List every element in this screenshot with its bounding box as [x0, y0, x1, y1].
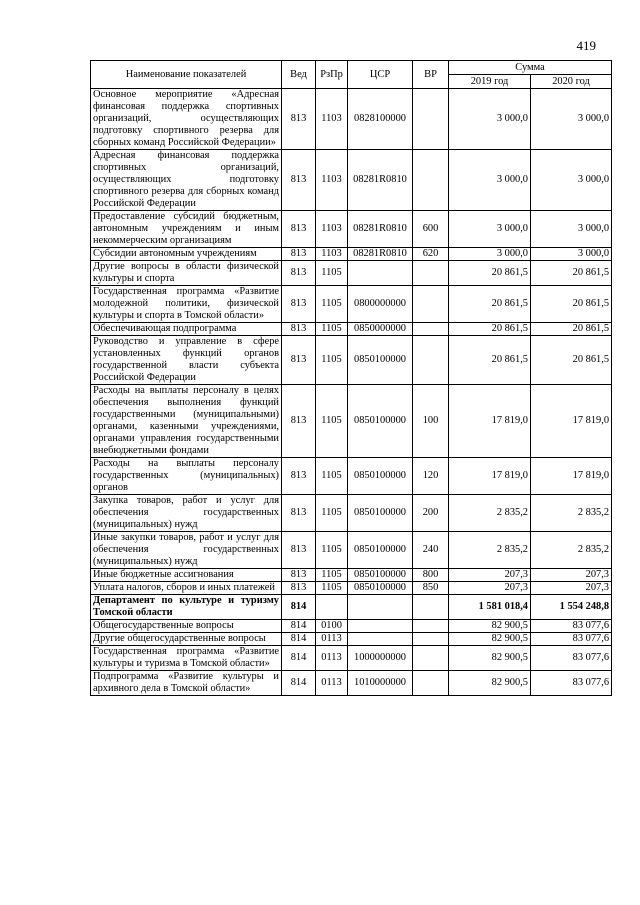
cell-rzpr: 0113: [316, 671, 348, 696]
cell-rzpr: 1105: [316, 582, 348, 595]
cell-csr: 0828100000: [348, 89, 413, 150]
table-row: [91, 458, 612, 495]
cell-rzpr: 1103: [316, 211, 348, 248]
cell-ved: 814: [282, 633, 316, 646]
cell-name: Другие общегосударственные вопросы: [91, 633, 282, 646]
cell-ved: 814: [282, 646, 316, 671]
table-row: [91, 532, 612, 569]
cell-csr: 0800000000: [348, 286, 413, 323]
cell-2020: 207,3: [531, 569, 612, 582]
cell-vr: 240: [413, 532, 449, 569]
cell-vr: [413, 646, 449, 671]
cell-vr: [413, 633, 449, 646]
cell-2020: 83 077,6: [531, 633, 612, 646]
cell-name: Общегосударственные вопросы: [91, 620, 282, 633]
cell-2020: 17 819,0: [531, 458, 612, 495]
header-name: Наименование показателей: [91, 61, 282, 89]
cell-name: Основное мероприятие «Адресная финансовая поддержка спортивных организаций, осуществляющих подготовку спортивного резерва для сборных команд Российской Федерации»: [91, 89, 282, 150]
table-row: [91, 248, 612, 261]
cell-name: Расходы на выплаты персоналу государственных (муниципальных) органов: [91, 458, 282, 495]
cell-rzpr: 1105: [316, 323, 348, 336]
cell-ved: 813: [282, 458, 316, 495]
cell-csr: [348, 261, 413, 286]
cell-rzpr: 1105: [316, 458, 348, 495]
table-row: [91, 582, 612, 595]
cell-rzpr: 0113: [316, 633, 348, 646]
table-row: [91, 211, 612, 248]
cell-ved: 813: [282, 495, 316, 532]
cell-csr: 08281R0810: [348, 248, 413, 261]
cell-ved: 814: [282, 671, 316, 696]
cell-2019: 20 861,5: [449, 336, 531, 385]
cell-2020: 20 861,5: [531, 261, 612, 286]
cell-name: Государственная программа «Развитие культуры и туризма в Томской области»: [91, 646, 282, 671]
header-sum: Сумма: [449, 61, 612, 75]
cell-name: Департамент по культуре и туризму Томской области: [91, 595, 282, 620]
header-vr: ВР: [413, 61, 449, 89]
cell-csr: 0850100000: [348, 532, 413, 569]
cell-2019: 3 000,0: [449, 211, 531, 248]
cell-ved: 813: [282, 336, 316, 385]
cell-vr: 620: [413, 248, 449, 261]
cell-2020: 3 000,0: [531, 150, 612, 211]
cell-2020: 83 077,6: [531, 620, 612, 633]
cell-vr: [413, 595, 449, 620]
cell-name: Обеспечивающая подпрограмма: [91, 323, 282, 336]
cell-rzpr: 1105: [316, 532, 348, 569]
cell-vr: [413, 323, 449, 336]
cell-2020: 1 554 248,8: [531, 595, 612, 620]
cell-rzpr: 1105: [316, 569, 348, 582]
table-row: [91, 569, 612, 582]
cell-csr: [348, 633, 413, 646]
cell-2019: 82 900,5: [449, 671, 531, 696]
cell-rzpr: 0113: [316, 646, 348, 671]
cell-csr: 0850100000: [348, 458, 413, 495]
cell-rzpr: 0100: [316, 620, 348, 633]
cell-csr: 1010000000: [348, 671, 413, 696]
cell-vr: [413, 671, 449, 696]
table-row: [91, 633, 612, 646]
cell-2019: 207,3: [449, 582, 531, 595]
cell-ved: 813: [282, 150, 316, 211]
cell-rzpr: 1103: [316, 248, 348, 261]
cell-name: Иные закупки товаров, работ и услуг для обеспечения государственных (муниципальных) нужд: [91, 532, 282, 569]
cell-2019: 17 819,0: [449, 458, 531, 495]
cell-name: Иные бюджетные ассигнования: [91, 569, 282, 582]
cell-2019: 3 000,0: [449, 89, 531, 150]
cell-ved: 813: [282, 323, 316, 336]
cell-ved: 813: [282, 385, 316, 458]
cell-ved: 813: [282, 569, 316, 582]
cell-2020: 20 861,5: [531, 336, 612, 385]
cell-rzpr: 1105: [316, 286, 348, 323]
cell-2019: 3 000,0: [449, 150, 531, 211]
cell-name: Другие вопросы в области физической культуры и спорта: [91, 261, 282, 286]
cell-name: Подпрограмма «Развитие культуры и архивного дела в Томской области»: [91, 671, 282, 696]
cell-vr: [413, 261, 449, 286]
cell-rzpr: 1103: [316, 89, 348, 150]
table-row: [91, 385, 612, 458]
cell-csr: 0850100000: [348, 336, 413, 385]
cell-2020: 20 861,5: [531, 323, 612, 336]
cell-vr: 120: [413, 458, 449, 495]
header-2019: 2019 год: [449, 75, 531, 89]
table-row: [91, 595, 612, 620]
cell-ved: 813: [282, 286, 316, 323]
cell-vr: [413, 620, 449, 633]
cell-vr: [413, 286, 449, 323]
cell-2019: 207,3: [449, 569, 531, 582]
cell-2020: 20 861,5: [531, 286, 612, 323]
cell-vr: 600: [413, 211, 449, 248]
cell-2020: 3 000,0: [531, 248, 612, 261]
cell-2020: 2 835,2: [531, 495, 612, 532]
cell-csr: 0850100000: [348, 385, 413, 458]
cell-2019: 82 900,5: [449, 646, 531, 671]
cell-rzpr: 1105: [316, 261, 348, 286]
cell-2019: 20 861,5: [449, 286, 531, 323]
cell-2019: 82 900,5: [449, 633, 531, 646]
cell-name: Руководство и управление в сфере установленных функций органов государственной власти субъекта Российской Федерации: [91, 336, 282, 385]
budget-table: [90, 60, 612, 696]
header-csr: ЦСР: [348, 61, 413, 89]
cell-vr: 800: [413, 569, 449, 582]
cell-2019: 20 861,5: [449, 261, 531, 286]
table-row: [91, 89, 612, 150]
table-header: [91, 61, 612, 89]
table-row: [91, 286, 612, 323]
header-2020: 2020 год: [531, 75, 612, 89]
cell-csr: 0850000000: [348, 323, 413, 336]
table-row: [91, 646, 612, 671]
cell-2019: 3 000,0: [449, 248, 531, 261]
table-row: [91, 323, 612, 336]
cell-2019: 17 819,0: [449, 385, 531, 458]
table-row: [91, 261, 612, 286]
cell-name: Уплата налогов, сборов и иных платежей: [91, 582, 282, 595]
cell-ved: 814: [282, 595, 316, 620]
cell-ved: 814: [282, 620, 316, 633]
cell-2020: 17 819,0: [531, 385, 612, 458]
cell-vr: [413, 89, 449, 150]
cell-2020: 207,3: [531, 582, 612, 595]
cell-csr: 0850100000: [348, 569, 413, 582]
cell-2020: 2 835,2: [531, 532, 612, 569]
cell-csr: 08281R0810: [348, 211, 413, 248]
cell-name: Адресная финансовая поддержка спортивных организаций, осуществляющих подготовку спортивного резерва для сборных команд Российской Федерации: [91, 150, 282, 211]
cell-ved: 813: [282, 211, 316, 248]
cell-vr: [413, 336, 449, 385]
cell-csr: [348, 620, 413, 633]
cell-rzpr: 1105: [316, 336, 348, 385]
cell-name: Закупка товаров, работ и услуг для обеспечения государственных (муниципальных) нужд: [91, 495, 282, 532]
cell-ved: 813: [282, 261, 316, 286]
table-row: [91, 620, 612, 633]
cell-name: Расходы на выплаты персоналу в целях обеспечения выполнения функций государственными (муниципальными) органами, казенными учреждениями, органами управления государственными внебюджетными фондами: [91, 385, 282, 458]
cell-name: Предоставление субсидий бюджетным, автономным учреждениям и иным некоммерческим организациям: [91, 211, 282, 248]
cell-csr: 08281R0810: [348, 150, 413, 211]
cell-2020: 3 000,0: [531, 89, 612, 150]
header-ved: Вед: [282, 61, 316, 89]
page-number: 419: [576, 38, 596, 53]
table-row: [91, 495, 612, 532]
cell-2019: 82 900,5: [449, 620, 531, 633]
cell-rzpr: 1103: [316, 150, 348, 211]
cell-2019: 2 835,2: [449, 495, 531, 532]
cell-vr: [413, 150, 449, 211]
table-body: [91, 89, 612, 696]
header-rzpr: РзПр: [316, 61, 348, 89]
cell-name: Государственная программа «Развитие молодежной политики, физической культуры и спорта в Томской области»: [91, 286, 282, 323]
cell-ved: 813: [282, 248, 316, 261]
cell-csr: 1000000000: [348, 646, 413, 671]
cell-rzpr: [316, 595, 348, 620]
cell-2019: 2 835,2: [449, 532, 531, 569]
cell-rzpr: 1105: [316, 385, 348, 458]
cell-ved: 813: [282, 532, 316, 569]
cell-2019: 20 861,5: [449, 323, 531, 336]
cell-ved: 813: [282, 582, 316, 595]
cell-2019: 1 581 018,4: [449, 595, 531, 620]
cell-2020: 83 077,6: [531, 646, 612, 671]
cell-name: Субсидии автономным учреждениям: [91, 248, 282, 261]
cell-rzpr: 1105: [316, 495, 348, 532]
cell-csr: 0850100000: [348, 495, 413, 532]
cell-vr: 100: [413, 385, 449, 458]
cell-csr: [348, 595, 413, 620]
cell-vr: 850: [413, 582, 449, 595]
table-row: [91, 671, 612, 696]
cell-2020: 3 000,0: [531, 211, 612, 248]
cell-vr: 200: [413, 495, 449, 532]
table-row: [91, 150, 612, 211]
table-row: [91, 336, 612, 385]
cell-csr: 0850100000: [348, 582, 413, 595]
cell-2020: 83 077,6: [531, 671, 612, 696]
cell-ved: 813: [282, 89, 316, 150]
